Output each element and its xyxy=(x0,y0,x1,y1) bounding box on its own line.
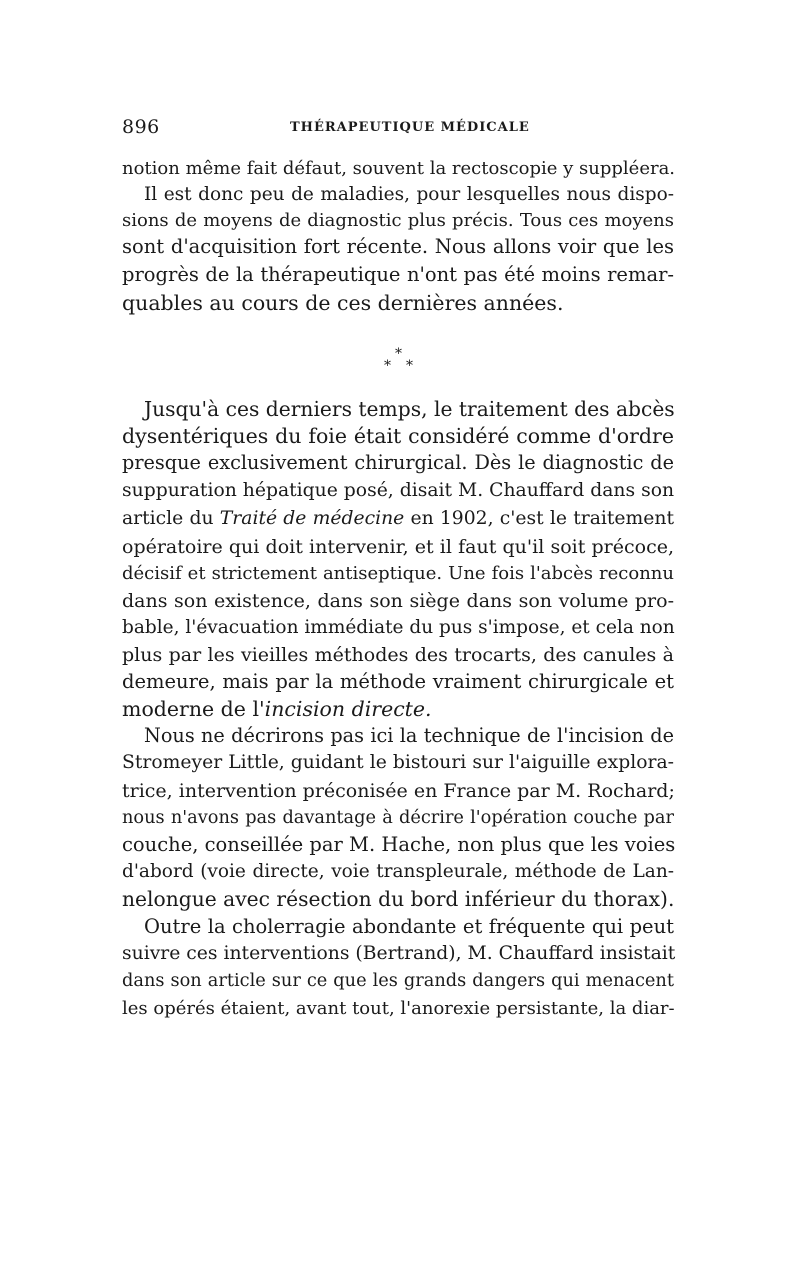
asterisk-glyph: * xyxy=(384,358,391,374)
text-line: notion même fait défaut, souvent la rectoscopie y suppléera. xyxy=(122,158,676,179)
text-line: dysentériques du foie était considéré comme d'ordre xyxy=(122,424,674,448)
text-line: Il est donc peu de maladies, pour lesquelles nous dispo- xyxy=(144,184,674,205)
text-fragment: moderne de l' xyxy=(122,697,265,721)
asterisk-glyph: * xyxy=(406,358,413,374)
text-line: dans son article sur ce que les grands dangers qui menacent xyxy=(122,971,674,991)
text-line: sont d'acquisition fort récente. Nous allons voir que les xyxy=(122,235,674,258)
text-line: Outre la cholerragie abondante et fréquente qui peut xyxy=(144,915,674,938)
running-title: THÉRAPEUTIQUE MÉDICALE xyxy=(290,120,530,135)
text-line: bable, l'évacuation immédiate du pus s'impose, et cela non xyxy=(122,617,675,638)
text-line: Nous ne décrirons pas ici la technique de l'incision de xyxy=(144,724,674,747)
page-header xyxy=(122,116,682,140)
text-line: décisif et strictement antiseptique. Une fois l'abcès reconnu xyxy=(122,563,674,584)
asterism-divider xyxy=(378,346,422,376)
text-line: nous n'avons pas davantage à décrire l'opération couche par xyxy=(122,808,674,828)
text-line: d'abord (voie directe, voie transpleurale, méthode de Lan- xyxy=(122,861,674,882)
text-line: Stromeyer Little, guidant le bistouri sur l'aiguille explora- xyxy=(122,752,674,773)
text-line: les opérés étaient, avant tout, l'anorexie persistante, la diar- xyxy=(122,998,675,1019)
text-line: couche, conseillée par M. Hache, non plus que les voies xyxy=(122,833,676,856)
text-line: plus par les vieilles méthodes des trocarts, des canules à xyxy=(122,644,674,666)
asterisk-glyph: * xyxy=(395,346,402,362)
text-fragment: article du xyxy=(122,508,220,529)
text-line: suivre ces interventions (Bertrand), M. Chauffard insistait xyxy=(122,943,676,964)
text-line: Jusqu'à ces derniers temps, le traitement des abcès xyxy=(144,397,675,421)
text-line: dans son existence, dans son siège dans son volume pro- xyxy=(122,590,674,612)
page-number: 896 xyxy=(122,116,160,138)
text-line: suppuration hépatique posé, disait M. Chauffard dans son xyxy=(122,480,675,501)
text-line: quables au cours de ces dernières années. xyxy=(122,291,564,315)
text-fragment: en 1902, c'est le traitement xyxy=(404,508,675,529)
book-title-italic: Traité de médecine xyxy=(219,508,405,529)
emphasis-italic: incision directe. xyxy=(264,697,432,721)
text-line-with-emphasis xyxy=(122,696,674,724)
text-line: demeure, mais par la méthode vraiment chirurgicale et xyxy=(122,670,674,693)
text-line-with-citation xyxy=(122,506,674,534)
text-line: presque exclusivement chirurgical. Dès le diagnostic de xyxy=(122,451,674,474)
text-line: trice, intervention préconisée en France par M. Rochard; xyxy=(122,780,675,802)
text-line: sions de moyens de diagnostic plus précis. Tous ces moyens xyxy=(122,210,674,231)
text-line: nelongue avec résection du bord inférieur du thorax). xyxy=(122,887,675,911)
text-line: progrès de la thérapeutique n'ont pas été moins remar- xyxy=(122,263,674,286)
text-line: opératoire qui doit intervenir, et il faut qu'il soit précoce, xyxy=(122,536,674,558)
